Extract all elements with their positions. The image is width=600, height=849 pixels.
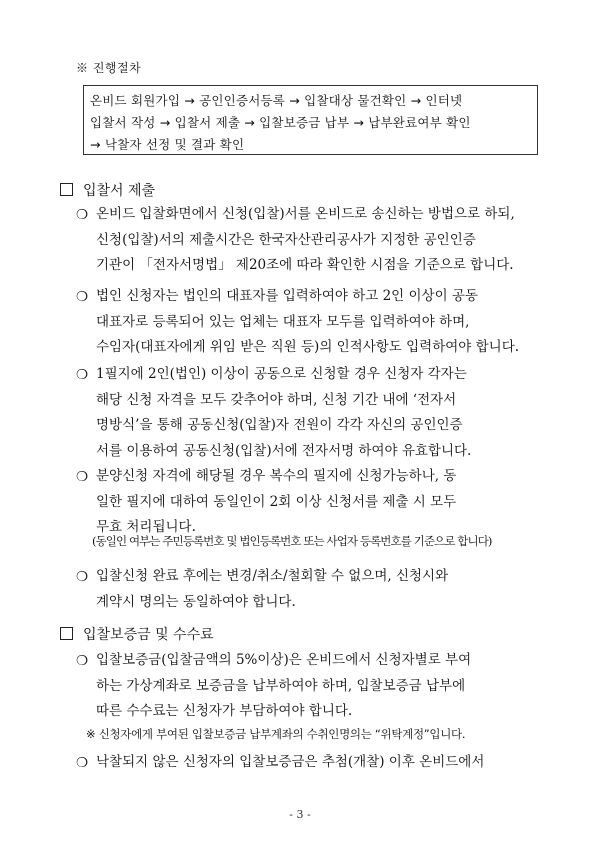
- process-box: [83, 85, 538, 155]
- circle-bullet-icon: ❍: [76, 289, 89, 305]
- process-line: → 낙찰자 선정 및 결과 확인: [90, 137, 245, 152]
- text-line: 입찰신청 완료 후에는 변경/취소/철회할 수 없으며, 신청시와: [96, 568, 449, 584]
- text-line: 따른 수수료는 신청자가 부담하여야 합니다.: [96, 703, 353, 720]
- paragraph: [96, 564, 542, 615]
- section-title: 입찰서 제출: [83, 183, 156, 199]
- circle-bullet-icon: ❍: [76, 207, 89, 223]
- text-line: 신청(입찰)서의 제출시간은 한국자산관리공사가 지정한 공인인증: [96, 231, 476, 248]
- text-line: 입찰보증금(입찰금액의 5%이상)은 온비드에서 신청자별로 부여: [96, 652, 472, 668]
- square-bullet-icon: [60, 183, 73, 196]
- text-line: 일한 필지에 대하여 동일인이 2회 이상 신청서를 제출 시 모두: [96, 493, 457, 510]
- text-line: 분양신청 자격에 해당될 경우 복수의 필지에 신청가능하나, 동: [96, 468, 457, 484]
- text-line: 낙찰되지 않은 신청자의 입찰보증금은 추첨(개찰) 이후 온비드에서: [96, 754, 485, 770]
- text-line: 온비드 입찰화면에서 신청(입찰)서를 온비드로 송신하는 방법으로 하되,: [96, 206, 515, 222]
- paragraph: [96, 648, 542, 725]
- text-line: 1필지에 2인(법인) 이상이 공동으로 신청할 경우 신청자 각자는: [96, 366, 467, 382]
- paragraph: [96, 284, 542, 361]
- circle-bullet-icon: ❍: [76, 569, 89, 585]
- text-line: 대표자로 등록되어 있는 업체는 대표자 모두를 입력하여야 하며,: [96, 313, 470, 330]
- circle-bullet-icon: ❍: [76, 367, 89, 383]
- note-title: ※ 진행절차: [76, 61, 142, 75]
- process-line: 온비드 회원가입 → 공인인증서등록 → 입찰대상 물건확인 → 인터넷: [90, 93, 463, 108]
- section-heading-deposit: [60, 624, 214, 644]
- text-line: 법인 신청자는 법인의 대표자를 입력하여야 하고 2인 이상이 공동: [96, 288, 478, 304]
- process-line: 입찰서 작성 → 입찰서 제출 → 입찰보증금 납부 → 납부완료여부 확인: [90, 115, 471, 130]
- circle-bullet-icon: ❍: [76, 469, 89, 485]
- text-line: 명방식’을 통해 공동신청(입찰)자 전원이 각각 자신의 공인인증: [96, 417, 463, 434]
- text-line: 기관이 「전자서명법」 제20조에 따라 확인한 시점을 기준으로 합니다.: [96, 257, 514, 274]
- account-holder-footnote: ※ 신청자에게 부여된 입찰보증금 납부계좌의 수취인명의는 “위탁계정”입니다.: [86, 727, 466, 741]
- circle-bullet-icon: ❍: [76, 755, 89, 771]
- identity-criteria-note: (동일인 여부는 주민등록번호 및 법인등록번호 또는 사업자 등록번호를 기준으로 합니다): [92, 534, 492, 548]
- page-number: - 3 -: [289, 808, 311, 821]
- paragraph: [96, 202, 542, 279]
- section-heading-submission: [60, 180, 155, 200]
- text-line: 서를 이용하여 공동신청(입찰)서에 전자서명 하여야 유효합니다.: [96, 442, 472, 459]
- text-line: 하는 가상계좌로 보증금을 납부하여야 하며, 입찰보증금 납부에: [96, 677, 466, 694]
- paragraph: [96, 750, 542, 776]
- section-title: 입찰보증금 및 수수료: [83, 627, 214, 643]
- square-bullet-icon: [60, 627, 73, 640]
- circle-bullet-icon: ❍: [76, 653, 89, 669]
- text-line: 해당 신청 자격을 모두 갖추어야 하며, 신청 기간 내에 ‘전자서: [96, 391, 457, 408]
- text-line: 무효 처리됩니다.: [96, 519, 196, 536]
- paragraph: [96, 464, 542, 541]
- text-line: 계약시 명의는 동일하여야 합니다.: [96, 593, 296, 610]
- text-line: 수임자(대표자에게 위임 받은 직원 등)의 인적사항도 입력하여야 합니다.: [96, 339, 520, 356]
- paragraph: [96, 362, 542, 464]
